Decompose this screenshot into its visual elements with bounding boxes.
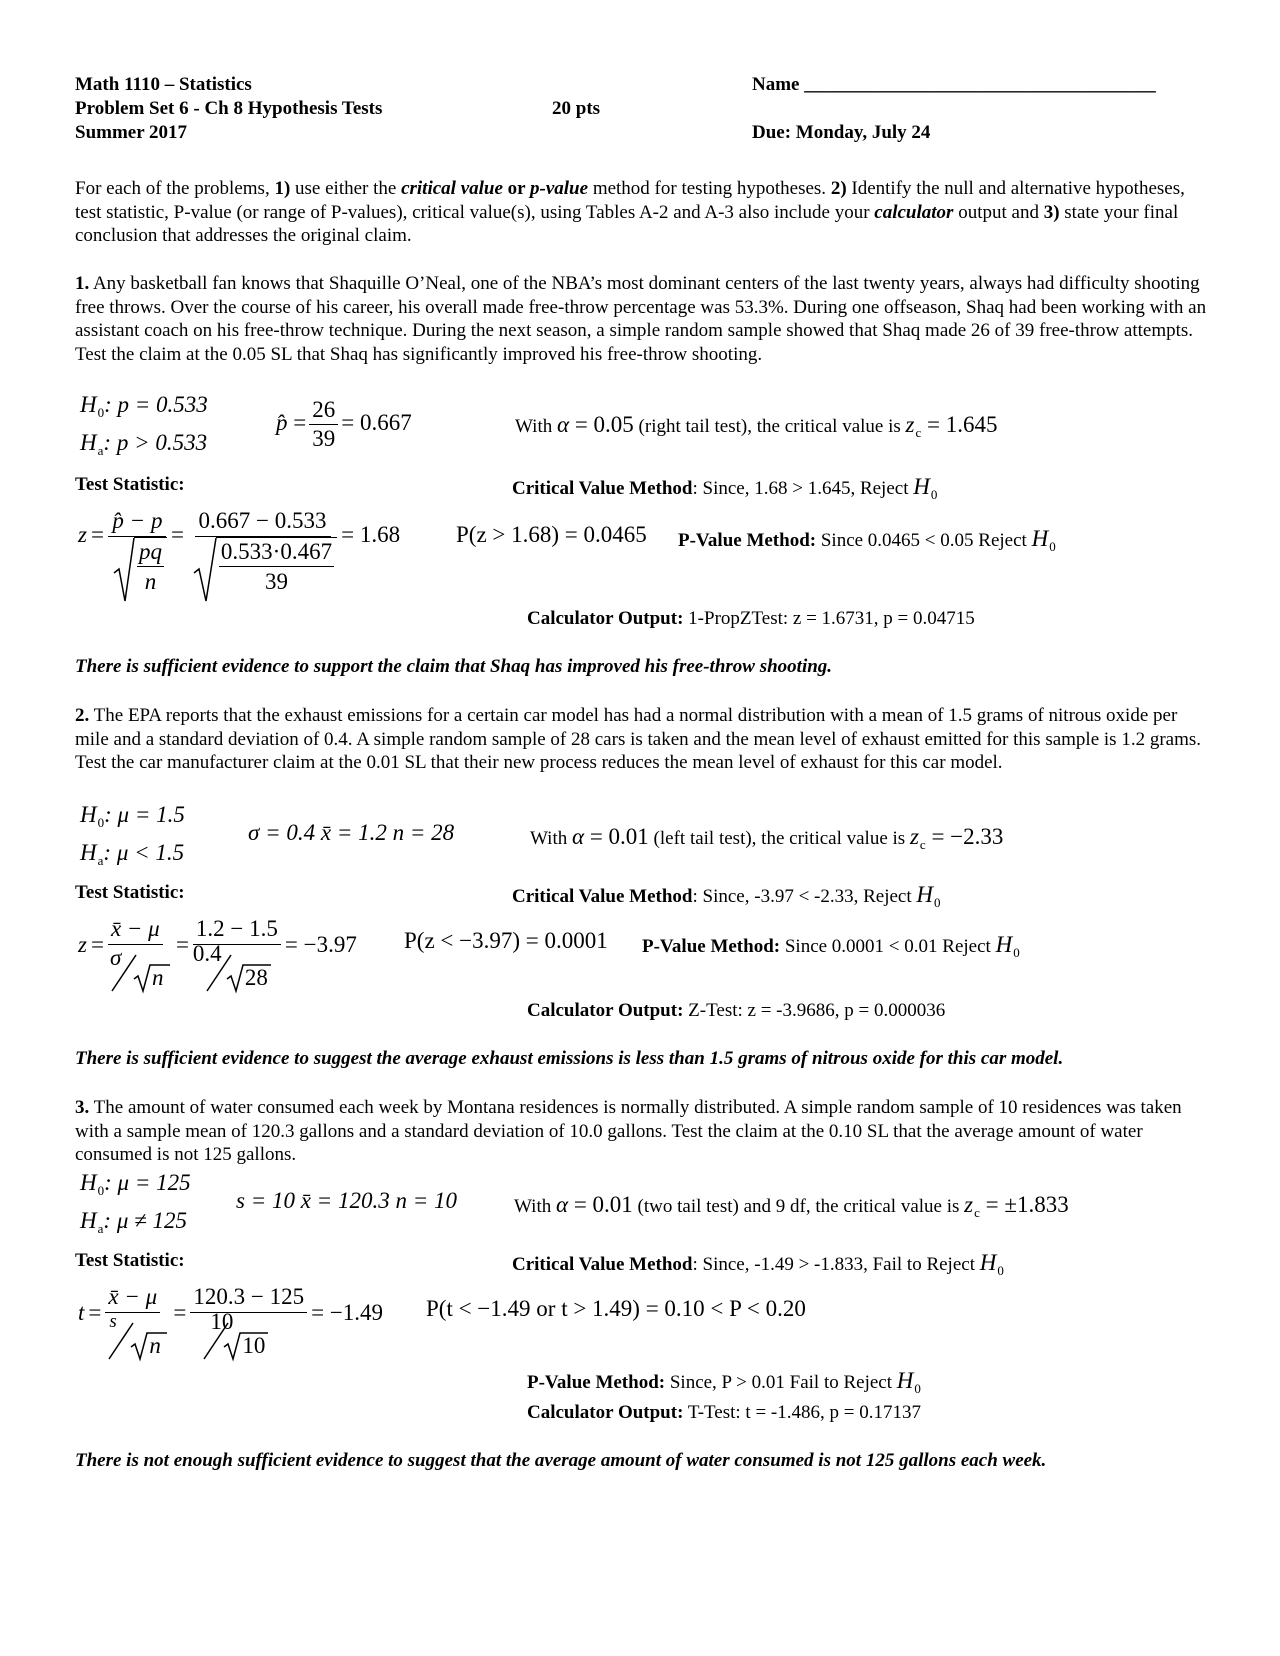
n: n	[151, 965, 164, 990]
instr-num-3: 3)	[1043, 201, 1060, 223]
sub-c: c	[974, 1205, 980, 1220]
numerator-values: 120.3 − 125	[190, 1282, 307, 1313]
instr-text-3: method for testing hypotheses.	[588, 178, 831, 199]
problem2-z-formula	[78, 914, 357, 995]
sub-a: a	[97, 1221, 104, 1236]
numerator-symbolic: x̄ − μ	[108, 914, 163, 945]
problem1-statement	[75, 272, 1210, 366]
problem2-ha	[80, 840, 184, 869]
z-symbol: z	[909, 824, 919, 849]
zc-val: = 1.645	[921, 412, 998, 437]
sub-zero: 0	[930, 487, 938, 502]
sub-zero: 0	[97, 405, 105, 420]
z-result: = −3.97	[284, 932, 357, 957]
phat-symbol: p̂	[276, 409, 288, 435]
alpha-symbol: α	[556, 412, 570, 437]
h-symbol: H	[995, 932, 1013, 957]
sub-zero: 0	[934, 895, 941, 910]
alpha-post: (two tail test) and 9 df, the critical value is	[632, 1196, 965, 1217]
problem2-pv-method	[642, 932, 1020, 961]
problem-set-title: Problem Set 6 - Ch 8 Hypothesis Tests	[75, 98, 383, 119]
problem1-ha	[80, 430, 207, 459]
sqrt-pq-n	[112, 537, 167, 597]
problem3-h0	[80, 1170, 191, 1199]
problem1-calculator	[527, 608, 975, 630]
alpha-val: = 0.01	[568, 1192, 633, 1217]
phat-num: 26	[309, 396, 338, 425]
problem1-text: Any basketball fan knows that Shaquille O’Neal, one of the NBA’s most dominant centers of the last twenty years, always had difficulty shooting free throws. Over the course of his career, his overall made free-throw percentage was 53.3%. During one offseason, Shaq had been working with an assistant coach on his free-throw technique. During the next season, a simple random sample showed that Shaq made 26 of 39 free-throw attempts. Test the claim at the 0.05 SL that Shaq has significantly improved his free-throw shooting.	[75, 273, 1207, 365]
problem2-cv-method	[512, 882, 941, 911]
sigma: σ	[109, 945, 122, 970]
cv-label: Critical Value Method	[512, 1254, 693, 1275]
problem3-test-stat-label: Test Statistic:	[75, 1250, 185, 1271]
problem3-t-formula	[78, 1282, 383, 1363]
sub-zero: 0	[1013, 945, 1020, 960]
h-symbol: H	[80, 1208, 97, 1233]
equals: =	[173, 1300, 187, 1325]
alpha-val: = 0.01	[584, 824, 649, 849]
n: n	[144, 569, 157, 594]
problem1-h0-text: : p = 0.533	[104, 392, 208, 417]
sub-a: a	[97, 853, 104, 868]
problem2-test-stat-label: Test Statistic:	[75, 882, 185, 903]
problem1-cv-method	[512, 474, 937, 503]
sub-zero: 0	[1049, 539, 1056, 554]
course-title: Math 1110 – Statistics	[75, 74, 252, 95]
instr-text-5: output and	[953, 201, 1044, 223]
problem3-ha	[80, 1208, 187, 1237]
problem1-conclusion: There is sufficient evidence to support the claim that Shaq has improved his free-throw shooting.	[75, 656, 833, 677]
z-symbol: z	[78, 932, 87, 957]
points: 20 pts	[552, 98, 601, 119]
cv-label: Critical Value Method	[512, 478, 693, 499]
h-symbol: H	[916, 882, 934, 907]
problem1-alpha	[515, 412, 997, 441]
instr-critical-value: critical value	[401, 178, 503, 199]
equals: =	[90, 932, 104, 957]
problem3-p-of-t: P(t < −1.49 or t > 1.49) = 0.10 < P < 0.20	[426, 1296, 806, 1321]
pv-label: P-Value Method:	[642, 936, 781, 957]
calc-label: Calculator Output:	[527, 1402, 684, 1423]
h-symbol: H	[80, 840, 97, 865]
problem2-givens: σ = 0.4 x̄ = 1.2 n = 28	[248, 820, 455, 845]
cv-text: : Since, -3.97 < -2.33, Reject	[692, 886, 917, 907]
sub-zero: 0	[914, 1381, 921, 1396]
term: Summer 2017	[75, 122, 188, 143]
problem3-cv-method	[512, 1250, 1004, 1279]
problem3-calculator	[527, 1402, 921, 1424]
problem1-h0	[80, 392, 208, 421]
calc-text: Z-Test: z = -3.9686, p = 0.000036	[683, 1000, 946, 1021]
problem1-p-of-z: P(z > 1.68) = 0.0465	[456, 522, 647, 547]
problem2-calculator	[527, 1000, 945, 1022]
n-value: 28	[244, 965, 268, 990]
s-over-sqrt-n	[105, 1313, 169, 1363]
problem3-conclusion: There is not enough sufficient evidence to suggest that the average amount of water consumed is not 125 gallons each week.	[75, 1450, 1047, 1471]
numerator-symbolic: x̄ − μ	[105, 1282, 160, 1313]
problem3-number: 3.	[75, 1097, 90, 1118]
z-result: = 1.68	[341, 522, 401, 547]
sub-zero: 0	[997, 1263, 1004, 1278]
alpha-pre: With	[514, 1196, 556, 1217]
instr-text-6: state your final conclusion that addresses the original claim.	[75, 201, 1179, 247]
problem3-givens: s = 10 x̄ = 120.3 n = 10	[236, 1188, 457, 1213]
pv-text: Since, P > 0.01 Fail to Reject	[665, 1372, 897, 1393]
problem3-text: The amount of water consumed each week by Montana residences is normally distributed. A simple random sample of 10 residences was taken with a sample mean of 120.3 gallons and a standard deviation of 10.0 gallons. Test the claim at the 0.10 SL that the average amount of water consumed is not 125 gallons.	[75, 1097, 1182, 1166]
s-value: 10	[210, 1309, 234, 1334]
name-label	[752, 74, 1156, 96]
zc-val: = ±1.833	[979, 1192, 1069, 1217]
pq: pq	[137, 538, 164, 567]
equals: =	[90, 522, 104, 547]
instr-num-2: 2)	[830, 178, 847, 199]
alpha-post: (right tail test), the critical value is	[633, 416, 906, 437]
calc-text: 1-PropZTest: z = 1.6731, p = 0.04715	[683, 608, 975, 629]
z-symbol: z	[905, 412, 915, 437]
problem3-h0-text: : μ = 125	[104, 1170, 191, 1195]
t-symbol: t	[78, 1300, 85, 1325]
problem1-pv-method	[678, 526, 1056, 555]
h-symbol: H	[80, 430, 97, 455]
name-line: _____________________________________	[804, 74, 1156, 95]
phat-val: = 0.667	[341, 409, 412, 435]
pv-text: Since 0.0001 < 0.01 Reject	[780, 936, 996, 957]
alpha-pre: With	[515, 416, 557, 437]
instr-calculator: calculator	[874, 201, 954, 223]
z-symbol: z	[78, 522, 87, 547]
h-symbol: H	[896, 1368, 914, 1393]
instructions	[75, 177, 1210, 248]
calc-text: T-Test: t = -1.486, p = 0.17137	[683, 1402, 921, 1423]
pv-text: Since 0.0465 < 0.05 Reject	[816, 530, 1032, 551]
s: s	[109, 1311, 117, 1332]
phat-fraction	[309, 396, 338, 453]
alpha-post: (left tail test), the critical value is	[648, 828, 910, 849]
radical-sign	[112, 537, 136, 605]
sigma-value: 0.4	[192, 941, 222, 966]
instr-num-1: 1)	[274, 178, 291, 199]
alpha-val: = 0.05	[569, 412, 634, 437]
n-value: 10	[242, 1333, 266, 1358]
equals: =	[88, 1300, 102, 1325]
sigma-over-sqrt-n	[108, 945, 172, 995]
problem2-h0-text: : μ = 1.5	[104, 802, 185, 827]
s-val-over-sqrt-10	[190, 1309, 270, 1363]
equals: =	[170, 522, 184, 547]
problem2-ha-text: : μ < 1.5	[103, 840, 185, 865]
problem1-ha-text: : p > 0.533	[103, 430, 208, 455]
cv-text: : Since, 1.68 > 1.645, Reject	[692, 478, 914, 499]
sqrt-values	[192, 537, 337, 597]
pv-label: P-Value Method:	[527, 1372, 666, 1393]
problem3-ha-text: : μ ≠ 125	[103, 1208, 187, 1233]
h-symbol: H	[979, 1250, 997, 1275]
problem2-number: 2.	[75, 705, 90, 726]
alpha-pre: With	[530, 828, 572, 849]
problem1-phat	[276, 396, 412, 453]
sub-a: a	[97, 443, 104, 458]
sub-c: c	[915, 425, 922, 440]
equals: =	[293, 409, 307, 435]
h-symbol: H	[1031, 526, 1049, 551]
alpha-symbol: α	[555, 1192, 569, 1217]
due-date: Due: Monday, July 24	[752, 122, 931, 143]
numerator-values: 1.2 − 1.5	[193, 914, 281, 945]
equals: =	[175, 932, 189, 957]
z-num-values: 0.667 − 0.533	[195, 506, 331, 537]
n-value: 39	[265, 569, 288, 594]
cv-label: Critical Value Method	[512, 886, 693, 907]
problem3-statement	[75, 1096, 1210, 1167]
problem1-number: 1.	[75, 273, 90, 294]
h-symbol: H	[913, 474, 930, 499]
problem2-h0	[80, 802, 185, 831]
problem2-statement	[75, 704, 1210, 775]
problem2-conclusion: There is sufficient evidence to suggest the average exhaust emissions is less than 1.5 grams of nitrous oxide for this car model.	[75, 1048, 1064, 1069]
instr-text-1: For each of the problems,	[75, 178, 275, 199]
zc-val: = −2.33	[925, 824, 1004, 849]
n: n	[149, 1333, 161, 1358]
h-symbol: H	[80, 1170, 97, 1195]
sub-c: c	[919, 837, 926, 852]
calc-label: Calculator Output:	[527, 608, 684, 629]
problem3-pv-method	[527, 1368, 921, 1397]
sub-zero: 0	[97, 1183, 105, 1198]
instr-text-4: Identify the null and alternative hypotheses, test statistic, P-value (or range of P-values), critical value(s), using Tables A-2 and A-3 also include your	[75, 178, 1185, 223]
phat-den: 39	[312, 426, 336, 451]
t-result: = −1.49	[311, 1300, 384, 1325]
cv-text: : Since, -1.49 > -1.833, Fail to Reject	[692, 1254, 980, 1275]
calc-label: Calculator Output:	[527, 1000, 684, 1021]
problem1-z-formula	[78, 506, 400, 597]
h-symbol: H	[80, 392, 97, 417]
problem2-text: The EPA reports that the exhaust emissions for a certain car model has had a normal distribution with a mean of 1.5 grams of nitrous oxide per mile and a standard deviation of 0.4. A simple random sample of 28 cars is taken and the mean level of exhaust emitted for this sample is 1.2 grams. Test the car manufacturer claim at the 0.01 SL that their new process reduces the mean level of exhaust for this car model.	[75, 705, 1202, 774]
instr-p-value: p-value	[530, 178, 589, 199]
z-symbol: z	[964, 1192, 974, 1217]
h-symbol: H	[80, 802, 97, 827]
name-label-text: Name	[752, 74, 800, 95]
problem2-p-of-z: P(z < −3.97) = 0.0001	[404, 928, 608, 953]
alpha-symbol: α	[571, 824, 585, 849]
radical-sign	[192, 537, 218, 605]
instr-text-2: use either the	[290, 178, 402, 199]
z-num-symbolic: p̂ − p	[108, 506, 166, 537]
problem1-test-stat-label: Test Statistic:	[75, 474, 185, 495]
sigma-val-over-sqrt-28	[192, 941, 273, 995]
sub-zero: 0	[97, 815, 105, 830]
pv-label: P-Value Method:	[678, 530, 817, 551]
problem3-alpha	[514, 1192, 1069, 1221]
instr-or: or	[502, 178, 531, 199]
pq-values: 0.533·0.467	[219, 538, 334, 567]
problem2-alpha	[530, 824, 1003, 853]
